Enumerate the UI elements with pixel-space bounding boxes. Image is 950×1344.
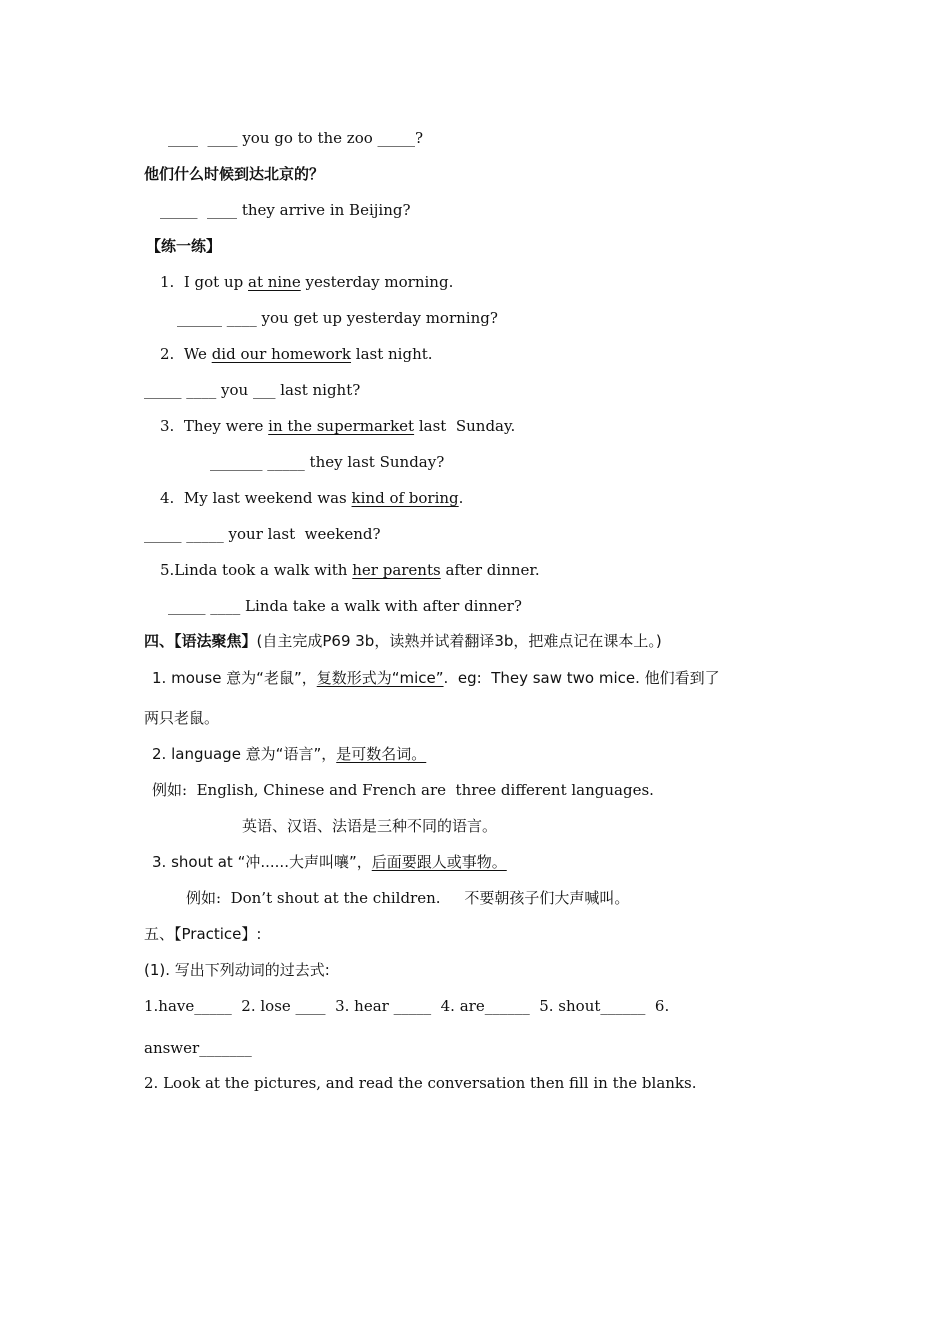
underlined-phrase: 复数形式为“mice” bbox=[316, 669, 444, 687]
section-heading-practice: 【练一练】 bbox=[146, 237, 222, 255]
question-line bbox=[210, 452, 444, 472]
example-sentence: 例如: English, Chinese and French are three different languages. bbox=[152, 781, 654, 799]
section-heading-exercise: 五、【Practice】: bbox=[144, 925, 262, 943]
blank: _____ bbox=[186, 525, 224, 543]
text: Linda take a walk with after dinner? bbox=[240, 597, 522, 615]
exercise-item bbox=[160, 416, 515, 436]
text: last night? bbox=[275, 381, 361, 399]
grammar-point bbox=[152, 668, 720, 688]
text: they last Sunday? bbox=[304, 453, 445, 471]
text: you go to the zoo bbox=[237, 129, 378, 147]
section-heading-grammar bbox=[144, 631, 662, 651]
underlined-phrase: 后面要跟人或事物。 bbox=[371, 853, 507, 871]
verb-list: 1.have_____ 2. lose ____ 3. hear _____ 4. are______ 5. shout______ 6. bbox=[144, 997, 670, 1015]
text: you bbox=[216, 381, 253, 399]
blank: ____ bbox=[186, 381, 217, 399]
text: 3. They were bbox=[160, 417, 269, 435]
question-line bbox=[144, 524, 381, 544]
question-line bbox=[144, 380, 360, 400]
blank: _______ bbox=[210, 453, 263, 471]
text: your last weekend? bbox=[223, 525, 381, 543]
text: 2. language 意为“语言”， bbox=[152, 745, 337, 763]
blank: ___ bbox=[252, 381, 276, 399]
text: . eg: They saw two mice. 他们看到了 bbox=[443, 669, 720, 687]
grammar-point bbox=[152, 744, 426, 764]
text: you get up yesterday morning? bbox=[256, 309, 498, 327]
text: after dinner. bbox=[440, 561, 540, 579]
text: 5.Linda took a walk with bbox=[160, 561, 353, 579]
instruction: (自主完成P69 3b，读熟并试着翻译3b，把难点记在课本上。) bbox=[256, 632, 662, 650]
verb-list-cont: answer_______ bbox=[144, 1039, 252, 1057]
blank: _____ bbox=[267, 453, 305, 471]
underlined-phrase: 是可数名词。 bbox=[336, 745, 427, 763]
blank: ____ bbox=[207, 129, 238, 147]
question-line bbox=[177, 308, 498, 328]
grammar-point bbox=[152, 852, 507, 872]
text: ? bbox=[415, 129, 424, 147]
exercise-item bbox=[160, 272, 453, 292]
blank: _____ bbox=[377, 129, 416, 147]
blank: _____ bbox=[168, 597, 206, 615]
exercise-instruction: (1). 写出下列动词的过去式: bbox=[144, 961, 330, 979]
text: they arrive in Beijing? bbox=[237, 201, 411, 219]
grammar-point-cont: 两只老鼠。 bbox=[144, 709, 220, 727]
text: 4. My last weekend was bbox=[160, 489, 352, 507]
blank: _____ bbox=[160, 201, 198, 219]
underlined-phrase: at nine bbox=[248, 273, 301, 291]
underlined-phrase: kind of boring bbox=[351, 489, 459, 507]
text: 2. We bbox=[160, 345, 212, 363]
text: 1. mouse 意为“老鼠”， bbox=[152, 669, 317, 687]
blank: ____ bbox=[207, 201, 238, 219]
example-translation: 英语、汉语、法语是三种不同的语言。 bbox=[242, 817, 498, 835]
question-line bbox=[168, 128, 423, 148]
heading-label: 四、【语法聚焦】 bbox=[144, 632, 257, 650]
exercise-instruction: 2. Look at the pictures, and read the conversation then fill in the blanks. bbox=[144, 1074, 697, 1092]
exercise-item bbox=[160, 488, 463, 508]
exercise-item bbox=[160, 344, 433, 364]
text: yesterday morning. bbox=[300, 273, 454, 291]
blank: ____ bbox=[210, 597, 241, 615]
underlined-phrase: her parents bbox=[352, 561, 441, 579]
text: 1. I got up bbox=[160, 273, 249, 291]
question-line bbox=[160, 200, 411, 220]
underlined-phrase: in the supermarket bbox=[268, 417, 415, 435]
example-sentence: 例如: Don’t shout at the children. 不要朝孩子们大声喊叫。 bbox=[186, 889, 630, 907]
text: . bbox=[458, 489, 464, 507]
blank: _____ bbox=[144, 525, 182, 543]
text: 3. shout at “冲......大声叫嚷”， bbox=[152, 853, 372, 871]
blank: ______ bbox=[177, 309, 222, 327]
exercise-item bbox=[160, 560, 540, 580]
chinese-prompt: 他们什么时候到达北京的？ bbox=[144, 165, 325, 183]
question-line bbox=[168, 596, 522, 616]
text: last night. bbox=[351, 345, 433, 363]
text: last Sunday. bbox=[414, 417, 516, 435]
blank: ____ bbox=[168, 129, 198, 147]
blank: _____ bbox=[144, 381, 182, 399]
underlined-phrase: did our homework bbox=[211, 345, 352, 363]
blank: ____ bbox=[226, 309, 257, 327]
